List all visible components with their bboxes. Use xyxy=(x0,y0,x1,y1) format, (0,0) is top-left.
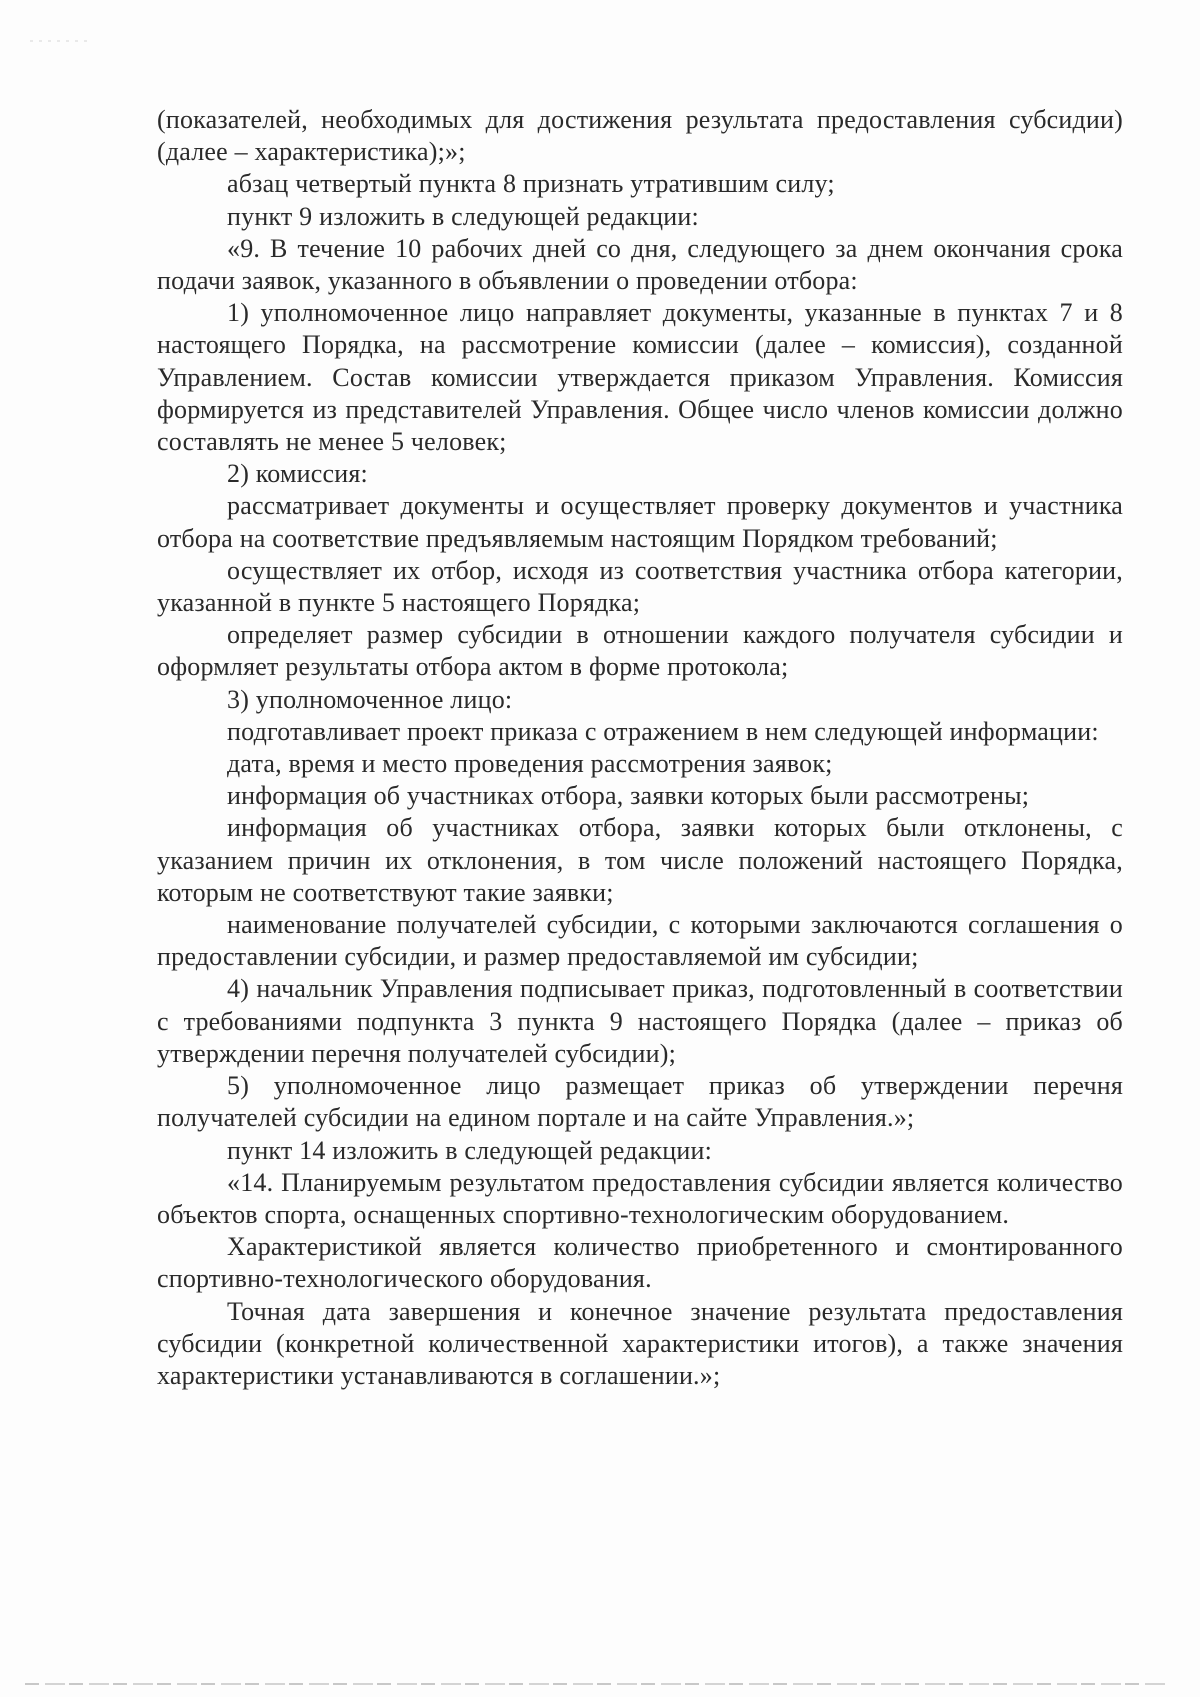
paragraph: пункт 14 изложить в следующей редакции: xyxy=(227,1135,713,1165)
paragraph: 2) комиссия: xyxy=(227,459,368,489)
paragraph: Характеристикой является количество приобретенного и смонтированного спортивно-технологического оборудования. xyxy=(157,1232,1123,1294)
paragraph: 3) уполномоченное лицо: xyxy=(227,684,513,714)
paragraph: определяет размер субсидии в отношении каждого получателя субсидии и оформляет результаты отбора актом в форме протокола; xyxy=(157,620,1123,682)
paragraph: 5) уполномоченное лицо размещает приказ об утверждении перечня получателей субсидии на едином портале и на сайте Управления.»; xyxy=(157,1071,1123,1133)
paragraph: наименование получателей субсидии, с которыми заключаются соглашения о предоставлении субсидии, и размер предоставляемой им субсидии; xyxy=(157,910,1123,972)
paragraph: абзац четвертый пункта 8 признать утратившим силу; xyxy=(227,169,835,199)
paragraph: дата, время и место проведения рассмотрения заявок; xyxy=(227,749,833,779)
paragraph: Точная дата завершения и конечное значение результата предоставления субсидии (конкретной количественной характеристики итогов), а также значения характеристики устанавливаются в соглашении.»; xyxy=(157,1296,1123,1390)
paragraph: информация об участниках отбора, заявки которых были отклонены, с указанием причин их отклонения, в том числе положений настоящего Порядка, которым не соответствуют такие заявки; xyxy=(157,813,1123,907)
paragraph: «14. Планируемым результатом предоставления субсидии является количество объектов спорта, оснащенных спортивно-технологическим оборудованием. xyxy=(157,1167,1123,1229)
paragraph: «9. В течение 10 рабочих дней со дня, следующего за днем окончания срока подачи заявок, указанного в объявлении о проведении отбора: xyxy=(157,233,1123,296)
scan-artifact xyxy=(30,40,90,42)
paragraph: 4) начальник Управления подписывает приказ, подготовленный в соответствии с требованиями подпункта 3 пункта 9 настоящего Порядка (далее – приказ об утверждении перечня получателей субсидии); xyxy=(157,974,1123,1068)
scan-edge-line xyxy=(25,1683,1165,1685)
paragraph: информация об участниках отбора, заявки которых были рассмотрены; xyxy=(227,781,1030,811)
paragraph: рассматривает документы и осуществляет проверку документов и участника отбора на соответствие предъявляемым настоящим Порядком требований; xyxy=(157,491,1123,553)
paragraph: осуществляет их отбор, исходя из соответствия участника отбора категории, указанной в пункте 5 настоящего Порядка; xyxy=(157,555,1123,618)
paragraph: 1) уполномоченное лицо направляет документы, указанные в пунктах 7 и 8 настоящего Порядка, на рассмотрение комиссии (далее – комиссия), созданной Управлением. Состав комиссии утверждается приказом Управления. Комиссия формируется из представителей Управления. Общее число членов комиссии должно составлять не менее 5 человек; xyxy=(157,298,1123,457)
paragraph: (показателей, необходимых для достижения результата предоставления субсидии) (далее – характеристика);»; xyxy=(157,105,1123,167)
paragraph: пункт 9 изложить в следующей редакции: xyxy=(227,201,699,231)
document-body xyxy=(157,104,1123,1392)
paragraph: подготавливает проект приказа с отражением в нем следующей информации: xyxy=(227,716,1099,746)
